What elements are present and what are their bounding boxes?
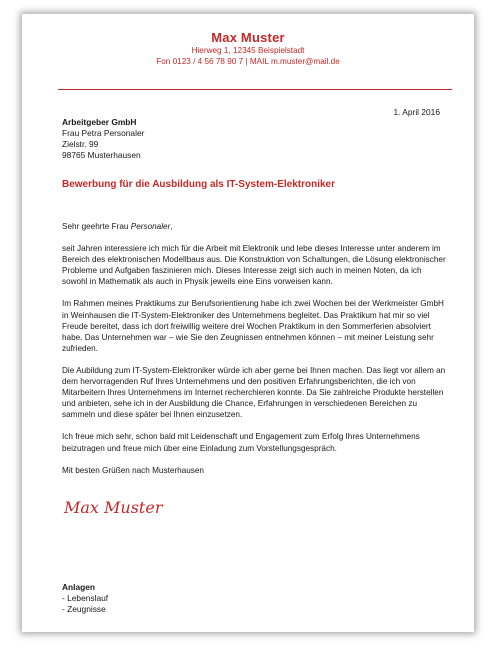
letter-body	[62, 221, 447, 487]
recipient-company: Arbeitgeber GmbH	[62, 117, 137, 127]
salutation	[62, 221, 447, 232]
letterhead	[22, 14, 474, 67]
body-paragraph: seit Jahren interessiere ich mich für die Arbeit mit Elektronik und lebe dieses Interesse unter anderem im Bereich des elektronischen Modellbaus aus. Die Konstruktion von Schaltungen, die Lösung elektronischer Probleme und Aufgaben faszinieren mich. Dieses Interesse zeigt sich auch in meinen Noten, da ich sowohl in Mathematik als auch in Physik jeweils eine Eins vorweisen kann.	[62, 244, 446, 287]
salutation-name: Personaler	[130, 222, 171, 231]
attachments-title: Anlagen	[62, 582, 96, 592]
signature-image	[62, 496, 172, 520]
recipient-person: Frau Petra Personaler	[62, 128, 145, 138]
sender-address: Hierweg 1, 12345 Beispielstadt	[191, 46, 305, 55]
sender-contact: Fon 0123 / 4 56 78 90 7 | MAIL m.muster@mail.de	[156, 57, 340, 66]
sender-name: Max Muster	[211, 30, 285, 45]
header-divider	[58, 89, 452, 90]
svg-text:Max Muster: Max Muster	[64, 498, 163, 517]
closing: Mit besten Grüßen nach Musterhausen	[62, 465, 204, 475]
body-paragraph: Im Rahmen meines Praktikums zur Berufsorientierung habe ich zwei Wochen bei der Werkmeister GmbH in Weinhausen die IT-System-Elektroniker des Unternehmens begleitet. Das Praktikum hat mir so viel Freude bereitet, dass ich dort freiwillig weitere drei Wochen Praktikum in den Sommerferien absolviert habe. Das Unternehmen war – wie Sie den Zeugnissen entnehmen können – mit meiner Leistung sehr zufrieden.	[62, 299, 444, 353]
recipient-city: 98765 Musterhausen	[62, 150, 141, 160]
salutation-suffix: ,	[170, 222, 173, 231]
attachments-block	[62, 582, 108, 615]
salutation-prefix: Sehr geehrte Frau	[62, 222, 131, 231]
letter-date: 1. April 2016	[393, 107, 440, 117]
body-paragraph: Ich freue mich sehr, schon bald mit Leidenschaft und Engagement zum Erfolg Ihres Unternehmens beizutragen und freue mich über eine Einladung zum Vorstellungsgespräch.	[62, 432, 420, 453]
letter-subject: Bewerbung für die Ausbildung als IT-System-Elektroniker	[62, 179, 336, 190]
body-paragraph: Die Aubildung zum IT-System-Elektroniker würde ich aber gerne bei Ihnen machen. Das liegt vor allem an dem hervorragenden Ruf Ihres Unternehmens und den positiven Erfahrungsberichten, die ich von Mitarbeitern Ihres Unternehmens im Internet recherchieren konnte. Da Sie zahlreiche Produkte herstellen und anbieten, sehe ich in der Ausbildung die Chance, Erfahrungen in verschiedenen Bereichen zu sammeln und diese später bei Ihnen einzusetzen.	[62, 365, 446, 420]
attachment-item: - Lebenslauf	[62, 593, 109, 603]
signature	[62, 496, 172, 525]
recipient-street: Zielstr. 99	[62, 139, 99, 149]
letter-page	[22, 14, 474, 632]
attachment-item: - Zeugnisse	[62, 604, 106, 614]
recipient-block	[62, 117, 144, 161]
